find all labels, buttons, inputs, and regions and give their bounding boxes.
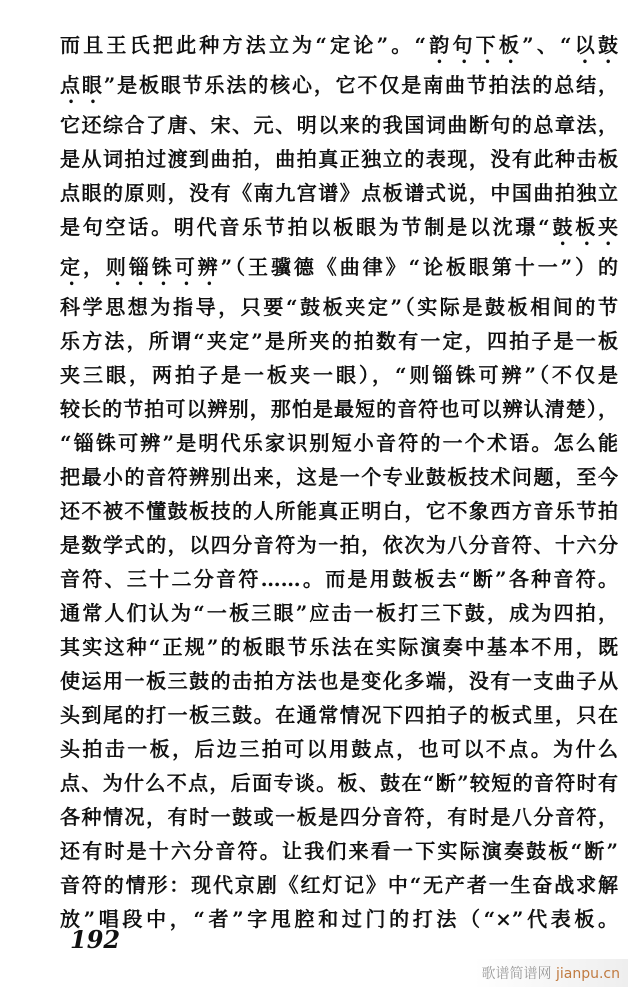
watermark-site: 歌谱简谱网 (481, 966, 552, 982)
text-segment: 音符的情形：现代京剧《红灯记》中“无产者一生奋战求解 (60, 873, 618, 897)
text-line (60, 834, 618, 868)
text-line (60, 28, 618, 68)
text-segment: 音符、三十二分音符……。而是用鼓板去“断”各种音符。 (60, 567, 618, 591)
text-line (60, 108, 618, 142)
text-line (60, 358, 618, 392)
text-line (60, 142, 618, 176)
text-segment: 是数学式的，以四分音符为一拍，依次为八分音符、十六分 (60, 533, 618, 557)
text-line (60, 868, 618, 902)
emphasized-text: 鼓板夹 (549, 215, 618, 239)
emphasized-text: 定 (60, 255, 83, 279)
text-segment: ”、“ (522, 33, 572, 57)
watermark (474, 959, 628, 987)
text-segment: 点眼的原则，没有《南九宫谱》点板谱式说，中国曲拍独立 (60, 181, 618, 205)
text-line (60, 562, 618, 596)
text-segment: 各种情况，有时一鼓或一板是四分音符，有时是八分音符， (60, 805, 618, 829)
page-number: 192 (70, 925, 121, 954)
text-segment: 夹三眼，两拍子是一板夹一眼），“则锱铢可辨”（不仅是 (60, 363, 618, 387)
text-line (60, 68, 618, 108)
emphasized-text: 则锱铢可辨 (105, 255, 221, 279)
text-line (60, 176, 618, 210)
text-segment: ”（王骥德《曲律》“论板眼第十一”）的 (220, 255, 619, 279)
text-segment: 它还综合了唐、宋、元、明以来的我国词曲断句的总章法， (60, 113, 618, 137)
text-segment: 头到尾的打一板三鼓。在通常情况下四拍子的板式里，只在 (60, 703, 618, 727)
text-line (60, 494, 618, 528)
text-line (60, 630, 618, 664)
text-line (60, 664, 618, 698)
text-line (60, 596, 618, 630)
emphasized-text: 以鼓 (571, 33, 618, 57)
text-segment: 通常人们认为“一板三眼”应击一板打三下鼓，成为四拍， (60, 601, 618, 625)
text-line (60, 732, 618, 766)
text-line (60, 210, 618, 250)
text-segment: ”是板眼节乐法的核心，它不仅是南曲节拍法的总结， (103, 73, 618, 97)
text-segment: 头拍击一板，后边三拍可以用鼓点，也可以不点。为什么 (60, 737, 618, 761)
text-line (60, 426, 618, 460)
emphasized-text: 韵句下板 (426, 33, 523, 57)
emphasized-text: 点眼 (60, 73, 104, 97)
text-line (60, 250, 618, 290)
text-line (60, 800, 618, 834)
text-line (60, 324, 618, 358)
text-segment: 使运用一板三鼓的击拍方法也是变化多端，没有一支曲子从 (60, 669, 618, 693)
text-segment: 科学思想为指导，只要“鼓板夹定”（实际是鼓板相间的节 (60, 295, 618, 319)
text-segment: ， (82, 255, 106, 279)
text-segment: 放”唱段中，“者”字甩腔和过门的打法（“×”代表板。 (60, 907, 618, 931)
text-segment: 是从词拍过渡到曲拍，曲拍真正独立的表现，没有此种击板 (60, 147, 618, 171)
text-segment: 把最小的音符辨别出来，这是一个专业鼓板技术问题，至今 (60, 465, 618, 489)
text-segment: 较长的节拍可以辨别，那怕是最短的音符也可以辨认清楚）， (60, 397, 618, 421)
text-line (60, 528, 618, 562)
text-segment: 点、为什么不点，后面专谈。板、鼓在“断”较短的音符时有 (60, 771, 618, 795)
text-segment: 其实这种“正规”的板眼节乐法在实际演奏中基本不用，既 (60, 635, 618, 659)
body-text (60, 28, 618, 936)
text-segment: 是句空话。明代音乐节拍以板眼为节制是以沈璟“ (60, 215, 550, 239)
text-line (60, 392, 618, 426)
text-line (60, 460, 618, 494)
text-segment: 还有时是十六分音符。让我们来看一下实际演奏鼓板“断” (60, 839, 618, 863)
text-line (60, 766, 618, 800)
text-line (60, 902, 618, 936)
text-line (60, 698, 618, 732)
text-segment: 乐方法，所谓“夹定”是所夹的拍数有一定，四拍子是一板 (60, 329, 618, 353)
text-segment: 而且王氏把此种方法立为“定论”。“ (60, 33, 427, 57)
watermark-url: jianpu.cn (555, 966, 620, 982)
text-segment: 还不被不懂鼓板技的人所能真正明白，它不象西方音乐节拍 (60, 499, 618, 523)
text-line (60, 290, 618, 324)
text-segment: “锱铢可辨”是明代乐家识别短小音符的一个术语。怎么能 (60, 431, 618, 455)
